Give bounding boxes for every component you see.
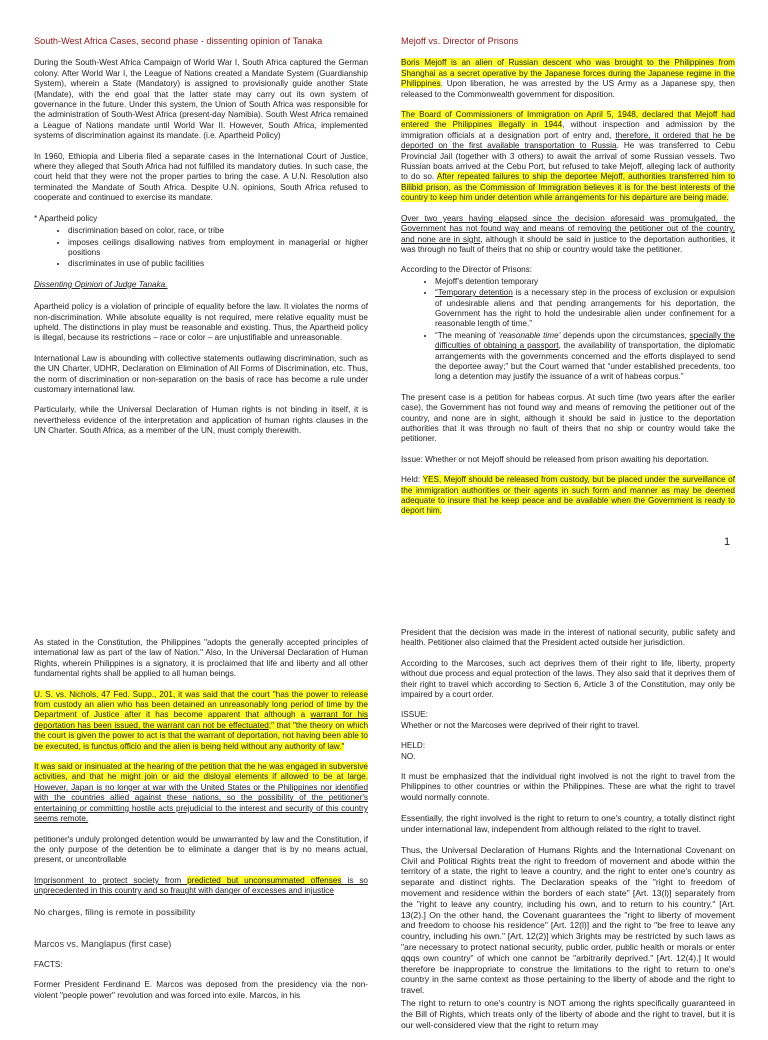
paragraph: The present case is a petition for habeas corpus. At such time (two years after the earlier case), the Government has not found way and means of removing the petitioner out of the country, and none are in sight, although it should be said in justice to the deportation authorities that it was through no fault of theirs that no ship or country would take the petitioner. <box>401 392 735 444</box>
paragraph: No charges, filing is remote in possibility <box>34 906 196 917</box>
text: , without inspection and admission by the immigration officials at a designation port of entry and, <box>401 120 735 140</box>
page2-right-column <box>401 628 735 1040</box>
paragraph: As stated in the Constitution, the Philippines "adopts the generally accepted principles of international law as part of the law of Nation." Also, In the Universal Declaration of Human Rights, wherein Philippines is a signatory, it is proclaimed that life and liberty and all other fundamental rights shall be applied to all human beings. <box>34 638 368 679</box>
text: depends upon the circumstances, <box>560 330 690 340</box>
apartheid-list <box>34 226 368 270</box>
list-item: • imposes ceilings disallowing natives from employment in managerial or higher positions <box>68 238 368 259</box>
underline: Over two years having elapsed since the decision aforesaid was promulgated, the Government has not found way and means of removing the petitioner out of the country, and none are in sight <box>401 213 735 244</box>
highlight: ;" that "the theory on which the court is given the power to act is that the warrant of deportation, not having been able to be executed, is functus officio and the alien is being held without any authority of law." <box>34 720 368 751</box>
highlight-underline: predicted but unconsummated offenses <box>187 875 342 885</box>
paragraph: During the South-West Africa Campaign of World War I, South Africa captured the German colony. After World War I, the League of Nations created a Mandate System (Guardianship System), wherein a State (Mandatory) is assigned to provisionally guide another State (Mandate), with the end goal that the latter state may carry out its own system of governance in the future. Under this system, the Union of South Africa was responsible for the administration of South-West Africa (present-day Namibia). South West Africa remained a League of Nations mandate until World War II. However, South Africa, implemented systems of discrimination against its mandate. (i.e. Apartheid Policy) <box>34 58 368 141</box>
text: “The meaning of <box>435 330 499 340</box>
issue-label: ISSUE: <box>401 710 428 720</box>
dissent-heading: Dissenting Opinion of Judge Tanaka. <box>34 279 168 289</box>
page-number: 1 <box>724 536 731 548</box>
paragraph: The right to return to one's country is NOT among the rights specifically guaranteed in the Bill of Rights, which treats only of the liberty of abode and the right to travel, but it is our well-considered view that the right to return may <box>401 998 735 1030</box>
list-item: • Mejoff’s detention temporary <box>435 277 735 287</box>
apartheid-label: * Apartheid policy <box>34 213 98 223</box>
facts-label: FACTS: <box>34 959 63 969</box>
issue: Whether or not the Marcoses were deprived of their right to travel. <box>401 720 640 730</box>
text: . He was transferred to Cebu Provincial Jail (together with 3 others) to await the arrival of some Russian vessels. Two Russian boats arrived at the Cebu Port, but refused to take Mejoff, alleging lack of authority to do so. <box>401 141 735 182</box>
highlight: Boris Mejoff is an alien of Russian descent who was brought to the Philippines from Shanghai as a secret operative by the Japanese forces during the Japanese regime in the Philippines <box>401 58 735 89</box>
page1-right-column <box>401 36 735 527</box>
list-item <box>435 331 735 383</box>
list-item: • discriminates in use of public facilities <box>68 259 368 269</box>
paragraph: It must be emphasized that the individual right involved is not the right to travel from the Philippines to other countries or within the Philippines. These are what the right to travel would normally connote. <box>401 772 735 802</box>
text: is a necessary step in the process of exclusion or expulsion of undesirable aliens and that pending arrangements for his deportation, the Government has the right to hold the undesirable alien under confinement for a reasonable length of time.” <box>435 288 735 329</box>
director-label: According to the Director of Prisons: <box>401 265 533 275</box>
underline: is so unprecedented in this country and so fraught with danger of excesses and injustice <box>34 875 368 896</box>
highlight: U. S. vs. Nichols, 47 Fed. Supp., 201, it was said that the court "has the power to release from custody an alien who has been detained an unreasonably long period of time by the Department of Justice after it has become apparent that although a <box>34 689 368 720</box>
paragraph: Thus, the Universal Declaration of Humans Rights and the International Covenant on Civil and Political Rights treat the right to freedom of movement and abode within the territory of a state, the right to leave a country, and the right to enter one's country as separate and distinct rights. The Declaration speaks of the "right to freedom of movement and residence within the borders of each state" [Art. 13(l)] separately from the "right to leave any country, including his own, and to return to his country." [Art. 13(2).] On the other hand, the Covenant guarantees the "right to liberty of movement and freedom to choose his residence" [Art. 12(l)] and the right to "be free to leave any country, including his own." [Art. 12(2)] which 3rights may be restricted by such laws as "are necessary to protect national security, public order, public health or morals or enter qqqs own country" of which one cannot be "arbitrarily deprived." [Art. 12(4).] It would therefore be inappropriate to construe the limitations to the right to return to one's country in the same context as those pertaining to the liberty of abode and the right to travel. <box>401 844 735 996</box>
highlight: The Board of Commissioners of Immigration on April 5, 1948, declared that Mejoff had entered the Philippines illegally in 1944 <box>401 110 735 130</box>
paragraph <box>401 110 735 204</box>
page2-left-column <box>34 638 368 1011</box>
highlight: It was said or insinuated at the hearing of the petition that the he was engaged in subversive activities, and that he might join or aid the disloyal elements if allowed to be at large. <box>34 762 368 782</box>
case-title-south-west-africa: South-West Africa Cases, second phase - dissenting opinion of Tanaka <box>34 36 323 46</box>
highlight: YES, Mejoff should be released from custody, but be placed under the surveillance of the immigration authorities or their agents in such form and manner as may be deemed adequate to insure that he keep peace and be available when the Government is ready to deport him. <box>401 475 735 516</box>
held-label: HELD: <box>401 741 426 751</box>
highlight-underline: warrant for his deportation has been issued, the warrant can not be effectuated <box>34 710 368 730</box>
paragraph: In 1960, Ethiopia and Liberia filed a separate cases in the International Court of Justice, where they alleged that South Africa had not fulfilled its mandatory duties. In such case, the court held that they were not the proper parties to bring the case. A U.N. Resolution also terminated the Mandate of South Africa. Despite U.N. opinions, South Africa refused to cooperate and continued to exercise its mandate. <box>34 151 368 203</box>
paragraph: Particularly, while the Universal Declaration of Human rights is not binding in itself, it is nevertheless evidence of the interpretation and application of human rights clauses in the UN Charter. South Africa, as a member of the UN, must comply therewith. <box>34 405 368 436</box>
held: NO. <box>401 751 416 761</box>
list-item <box>435 288 735 330</box>
underline: specially the difficulties of obtaining a passport <box>435 330 735 351</box>
paragraph: Former President Ferdinand E. Marcos was deposed from the presidency via the non-violent "people power" revolution and was forced into exile. Marcos, in his <box>34 980 368 1000</box>
issue: Issue: Whether or not Mejoff should be released from prison awaiting his deportation. <box>401 454 709 464</box>
italic: ‘reasonable time’ <box>498 330 561 340</box>
paragraph: According to the Marcoses, such act deprives them of their right to life, liberty, property without due process and equal protection of the laws. They also said that it deprives them of their right to travel which according to Section 6, Article 3 of the Constitution, may only be impaired by a court order. <box>401 658 735 700</box>
underline: Imprisonment to protect society from <box>34 875 188 885</box>
underline: “Temporary detention <box>435 288 513 298</box>
held <box>401 475 735 517</box>
text: . Upon liberation, he was arrested by the US Army as a Japanese spy, then released to the Commonwealth government for disposition. <box>401 79 735 99</box>
paragraph <box>34 762 368 824</box>
paragraph: petitioner's unduly prolonged detention would be unwarranted by law and the Constitution, if the only purpose of the detention be to eliminate a danger that is by no means actual, present, or uncontrollable <box>34 834 368 865</box>
text: , although it should be said in justice to the deportation authorities, it was through no fault of theirs that no ship or country would take the petitioner. <box>401 234 735 254</box>
text: , the availability of transportation, the diplomatic arrangements with the governments concerned and the efforts displayed to send the deportee away;” but the Court warned that “under established precedents, too long a detention may justify the issuance of a writ of habeas corpus.” <box>435 341 735 382</box>
paragraph <box>401 58 735 100</box>
page1-left-column <box>34 36 368 447</box>
case-title-mejoff: Mejoff vs. Director of Prisons <box>401 36 519 46</box>
case-title-marcos: Marcos vs. Manglapus (first case) <box>34 939 172 950</box>
paragraph: International Law is abounding with collective statements outlawing discrimination, such as the UN Charter, UDHR, Declaration on Elimination of All Forms of Discrimination, etc. Thus, the norm of discrimination or non-separation on the basis of race has become a rule under customary international law. <box>34 353 368 394</box>
paragraph <box>34 690 368 752</box>
held-label: Held: <box>401 475 423 485</box>
underline: therefore, it ordered that he be deported on the first available transportation to Russia <box>401 130 735 151</box>
paragraph <box>401 214 735 256</box>
paragraph <box>34 876 368 897</box>
list-item: • discrimination based on color, race, or tribe <box>68 226 368 236</box>
underline: However, Japan is no longer at war with the United States or the Philippines nor identified with the countries allied against these nations, so the possibility of the petitioner's entertaining or committing hostile acts prejudicial to the interest and security of this country seems remote. <box>34 782 368 824</box>
paragraph: President that the decision was made in the interest of national security, public safety and health. Petitioner also claimed that the President acted outside her jurisdiction. <box>401 628 735 648</box>
director-list <box>401 277 735 383</box>
highlight: After repeated failures to ship the deportee Mejoff, authorities transferred him to Bilibid prison, as the Commission of Immigration believes it is for the best interests of the country to keep him under detention while arrangements for his departure are being made. <box>401 172 736 203</box>
paragraph: Essentially, the right involved is the right to return to one's country, a totally distinct right under international law, independent from although related to the right to travel. <box>401 813 735 835</box>
paragraph: Apartheid policy is a violation of principle of equality before the law. It violates the norms of non-discrimination. While absolute equality is not required, mere relative equality must be upheld. The distinctions in play must be reasonable and existing. Thus, the Apartheid policy is illegal, because its restrictions – race or color – are unjustifiable and unreasonable. <box>34 302 368 343</box>
